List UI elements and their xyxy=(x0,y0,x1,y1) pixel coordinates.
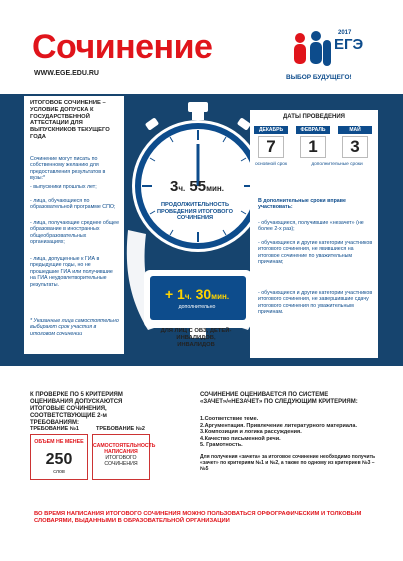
extra-time xyxy=(154,286,240,302)
req1-label: ТРЕБОВАНИЕ №1 xyxy=(30,426,79,432)
day-may: 3 xyxy=(342,136,368,158)
month-december: ДЕКАБРЬ xyxy=(254,126,288,134)
month-february: ФЕВРАЛЬ xyxy=(296,126,330,134)
extra-hours: + 1 xyxy=(164,286,185,302)
left-footnote: * Указанные лица самостоятельно выбирают срок участия в итоговом сочинении xyxy=(30,318,119,337)
dates-title: ДАТЫ ПРОВЕДЕНИЯ xyxy=(283,114,345,120)
requirement-2-box xyxy=(92,434,156,480)
extra-intro: В дополнительные сроки вправе участвовать: xyxy=(258,198,346,211)
day-december: 7 xyxy=(258,136,284,158)
dates-panel xyxy=(250,110,378,358)
requirement-1-box xyxy=(30,434,88,480)
left-heading: ИТОГОВОЕ СОЧИНЕНИЕ – УСЛОВИЕ ДОПУСКА К ГОСУДАРСТВЕННОЙ АТТЕСТАЦИИ ДЛЯ ВЫПУСКНИКОВ ТЕКУЩЕГО ГОДА xyxy=(30,100,110,140)
req2-top: САМОСТОЯТЕЛЬНОСТЬ НАПИСАНИЯ xyxy=(93,443,156,455)
logo-year: 2017 xyxy=(338,30,352,36)
extra-minutes: 30 xyxy=(195,286,212,302)
left-item-1: - выпускники прошлых лет; xyxy=(30,184,97,190)
criterion-2: 2.Аргументация. Привлечение литературного материала. xyxy=(200,422,358,429)
criterion-1: 1.Соответствие теме. xyxy=(200,416,259,422)
extra-term-label: дополнительные сроки xyxy=(311,162,363,167)
extra-item-1: - обучающиеся, получившие «незачет» (не более 2-х раз); xyxy=(258,220,364,233)
req2-label: ТРЕБОВАНИЕ №2 xyxy=(96,426,145,432)
duration-minutes-unit: мин. xyxy=(206,184,224,193)
day-february: 1 xyxy=(300,136,326,158)
req1-unit: слов xyxy=(53,469,65,475)
main-term-label: основной срок xyxy=(254,162,288,167)
criteria-note: Для получения «зачета» за итоговое сочинение необходимо получить «зачет» по критериям №1 и №2, а также по одному из критериев №3 – №5 xyxy=(200,454,376,472)
ovz-label: ДЛЯ ЛИЦ С ОВЗ, ДЕТЕЙ-ИНВАЛИДОВ, ИНВАЛИДОВ xyxy=(160,328,232,348)
req1-top: ОБЪЕМ НЕ МЕНЕЕ xyxy=(34,439,84,445)
criterion-3: 3.Композиция и логика рассуждения. xyxy=(200,429,302,436)
duration-minutes: 55 xyxy=(189,178,207,195)
extra-item-2: - обучающиеся и другие категории участников итогового сочинения, не явившиеся на итоговое сочинение по уважительным причинам; xyxy=(258,240,373,266)
criteria-list xyxy=(200,416,380,449)
duration-hours-unit: ч. xyxy=(178,184,186,193)
bottom-section xyxy=(24,386,384,484)
page-title: Сочинение xyxy=(32,28,213,66)
footer-note: ВО ВРЕМЯ НАПИСАНИЯ ИТОГОВОГО СОЧИНЕНИЯ МОЖНО ПОЛЬЗОВАТЬСЯ ОРФОГРАФИЧЕСКИМ И ТОЛКОВЫМ СЛОВАРЯМИ, ВЫДАННЫМИ В ОБРАЗОВАТЕЛЬНОЙ ОРГАНИЗАЦИИ xyxy=(34,511,362,524)
logo-text: ЕГЭ xyxy=(334,36,364,53)
ege-logo xyxy=(290,30,382,74)
criterion-4: 4.Качество письменной речи. xyxy=(200,435,281,442)
left-intro: Сочинение могут писать по собственному желанию для предоставления результатов в вузы:* xyxy=(30,156,106,182)
left-panel xyxy=(24,96,124,354)
logo-people-icon xyxy=(290,30,334,70)
left-item-2: - лица, обучающиеся по образовательной программе СПО; xyxy=(30,198,116,211)
extra-hours-unit: ч. xyxy=(184,292,192,301)
criterion-5: 5. Грамотность. xyxy=(200,442,243,449)
duration-hours: 3 xyxy=(170,178,179,195)
requirements-heading: К ПРОВЕРКЕ ПО 5 КРИТЕРИЯМ ОЦЕНИВАНИЯ ДОПУСКАЮТСЯ ИТОГОВЫЕ СОЧИНЕНИЯ, СООТВЕТСТВУЮЩИЕ 2-м ТРЕБОВАНИЯМ: xyxy=(30,392,123,426)
extra-minutes-unit: мин. xyxy=(211,292,230,301)
month-may: МАЙ xyxy=(338,126,372,134)
left-item-3: - лица, получающие среднее общее образование в иностранных общеобразовательных организациях; xyxy=(30,220,120,246)
extra-caption: дополнительно xyxy=(178,304,216,310)
duration-caption: ПРОДОЛЖИТЕЛЬНОСТЬ ПРОВЕДЕНИЯ ИТОГОВОГО СОЧИНЕНИЯ xyxy=(157,202,233,222)
criteria-heading: СОЧИНЕНИЕ ОЦЕНИВАЕТСЯ ПО СИСТЕМЕ «ЗАЧЕТ»/«НЕЗАЧЕТ» ПО СЛЕДУЮЩИМ КРИТЕРИЯМ: xyxy=(200,392,358,405)
duration-main xyxy=(170,178,224,195)
site-url[interactable]: WWW.EGE.EDU.RU xyxy=(34,70,99,77)
slogan: ВЫБОР БУДУЩЕГО! xyxy=(286,74,352,81)
req1-number: 250 xyxy=(45,451,73,468)
left-item-4: - лица, допущенные к ГИА в предыдущие годы, но не прошедшие ГИА или получившие на ГИА неудовлетворительные результаты. xyxy=(30,256,113,288)
extra-item-3: - обучающиеся и другие категории участников итогового сочинения, не завершившие сдачу итогового сочинения по уважительным причинам. xyxy=(258,290,373,316)
req2-rest: ИТОГОВОГО СОЧИНЕНИЯ xyxy=(104,455,138,467)
